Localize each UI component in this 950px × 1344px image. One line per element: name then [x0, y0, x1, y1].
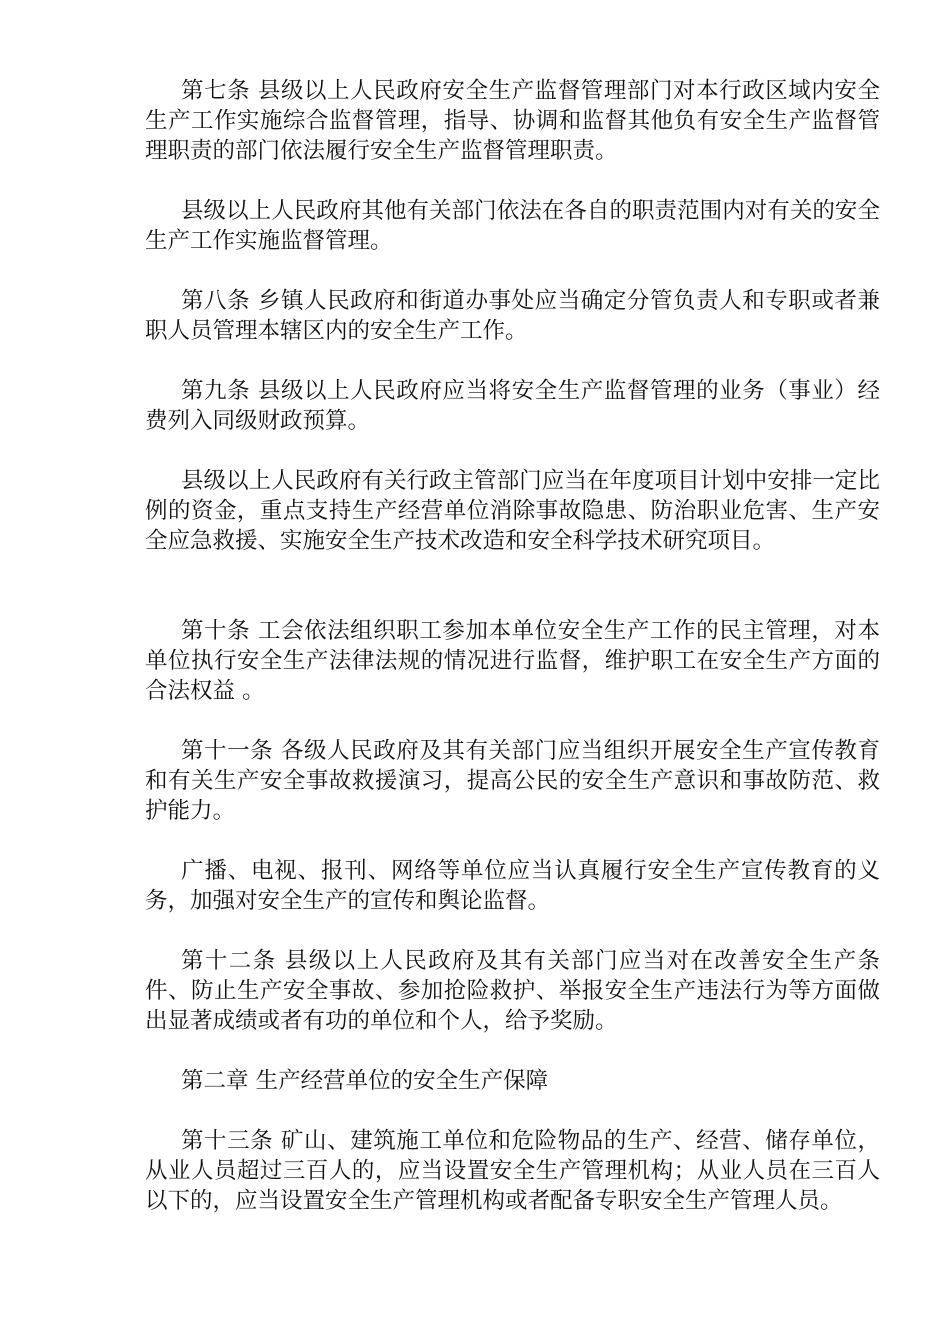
article-9-clause-2-paragraph: 县级以上人民政府有关行政主管部门应当在年度项目计划中安排一定比例的资金，重点支持生产经营单位消除事故隐患、防治职业危害、生产安全应急救援、实施安全生产技术改造和安全科学技术研究项目。	[145, 468, 880, 554]
chapter-2-heading: 第二章 生产经营单位的安全生产保障	[181, 1068, 549, 1094]
article-11-paragraph: 第十一条 各级人民政府及其有关部门应当组织开展安全生产宣传教育和有关生产安全事故救援演习，提高公民的安全生产意识和事故防范、救护能力。	[145, 738, 880, 824]
article-9-paragraph: 第九条 县级以上人民政府应当将安全生产监督管理的业务（事业）经费列入同级财政预算。	[145, 378, 880, 434]
article-7-clause-2-paragraph: 县级以上人民政府其他有关部门依法在各自的职责范围内对有关的安全生产工作实施监督管理。	[145, 198, 880, 254]
article-12-paragraph: 第十二条 县级以上人民政府及其有关部门应当对在改善安全生产条件、防止生产安全事故、参加抢险救护、举报安全生产违法行为等方面做出显著成绩或者有功的单位和个人，给予奖励。	[145, 948, 880, 1034]
article-13-paragraph: 第十三条 矿山、建筑施工单位和危险物品的生产、经营、储存单位，从业人员超过三百人的，应当设置安全生产管理机构；从业人员在三百人以下的，应当设置安全生产管理机构或者配备专职安全生产管理人员。	[145, 1128, 880, 1214]
article-11-clause-2-paragraph: 广播、电视、报刊、网络等单位应当认真履行安全生产宣传教育的义务，加强对安全生产的宣传和舆论监督。	[145, 858, 880, 914]
article-10-paragraph: 第十条 工会依法组织职工参加本单位安全生产工作的民主管理，对本单位执行安全生产法律法规的情况进行监督，维护职工在安全生产方面的合法权益 。	[145, 618, 880, 704]
article-8-paragraph: 第八条 乡镇人民政府和街道办事处应当确定分管负责人和专职或者兼职人员管理本辖区内的安全生产工作。	[145, 288, 880, 344]
article-7-paragraph: 第七条 县级以上人民政府安全生产监督管理部门对本行政区域内安全生产工作实施综合监督管理，指导、协调和监督其他负有安全生产监督管理职责的部门依法履行安全生产监督管理职责。	[145, 78, 880, 164]
document-body	[145, 76, 880, 1216]
